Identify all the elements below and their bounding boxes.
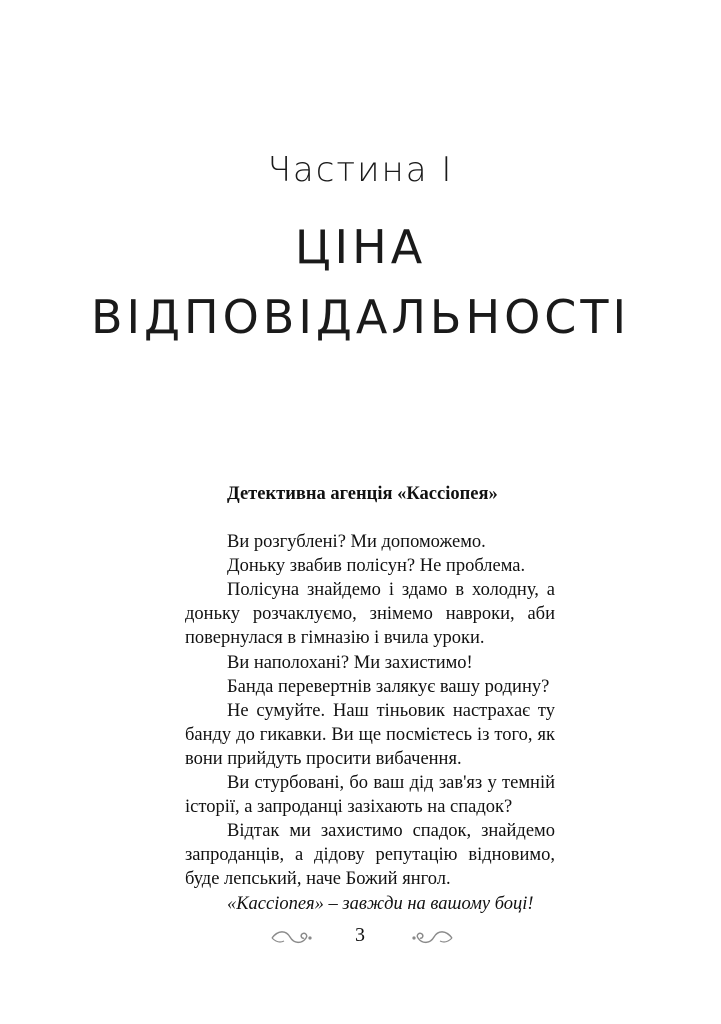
paragraph: Банда перевертнів залякує вашу родину? xyxy=(227,676,550,697)
page-number: 3 xyxy=(355,924,365,946)
part-label: Частина I xyxy=(267,150,454,190)
paragraph: Полісуна знайдемо і здамо в холодну, а доньку розчаклуємо, знімемо навроки, аби повернулася в гімназію і вчила уроки. xyxy=(185,580,555,649)
slogan: «Кассіопея» – завжди на вашому боці! xyxy=(227,893,534,914)
section-heading: Детективна агенція «Кассіопея» xyxy=(227,484,498,504)
paragraph: Відтак ми захистимо спадок, знайдемо запроданців, а дідову репутацію відновимо, буде лепський, наче Божий янгол. xyxy=(185,821,555,890)
body-text xyxy=(185,482,555,916)
chapter-title-line-2: ВІДПОВІДАЛЬНОСТІ xyxy=(90,290,631,344)
paragraph: Ви розгублені? Ми допоможемо. xyxy=(227,532,486,553)
paragraph: Ви стурбовані, бо ваш дід зав'яз у темній історії, а запроданці зазіхають на спадок? xyxy=(185,773,555,818)
paragraph: Ви наполохані? Ми захистимо! xyxy=(227,652,473,673)
paragraph: Не сумуйте. Наш тіньовик настрахає ту банду до гикавки. Ви ще посмієтесь із того, як вони прийдуть просити вибачення. xyxy=(185,700,555,769)
flourish-ornament-icon xyxy=(410,926,454,948)
flourish-ornament-icon xyxy=(270,926,314,948)
chapter-title-line-1: ЦІНА xyxy=(294,220,427,274)
paragraph: Доньку звабив полісун? Не проблема. xyxy=(227,556,526,577)
page-footer xyxy=(0,924,721,952)
